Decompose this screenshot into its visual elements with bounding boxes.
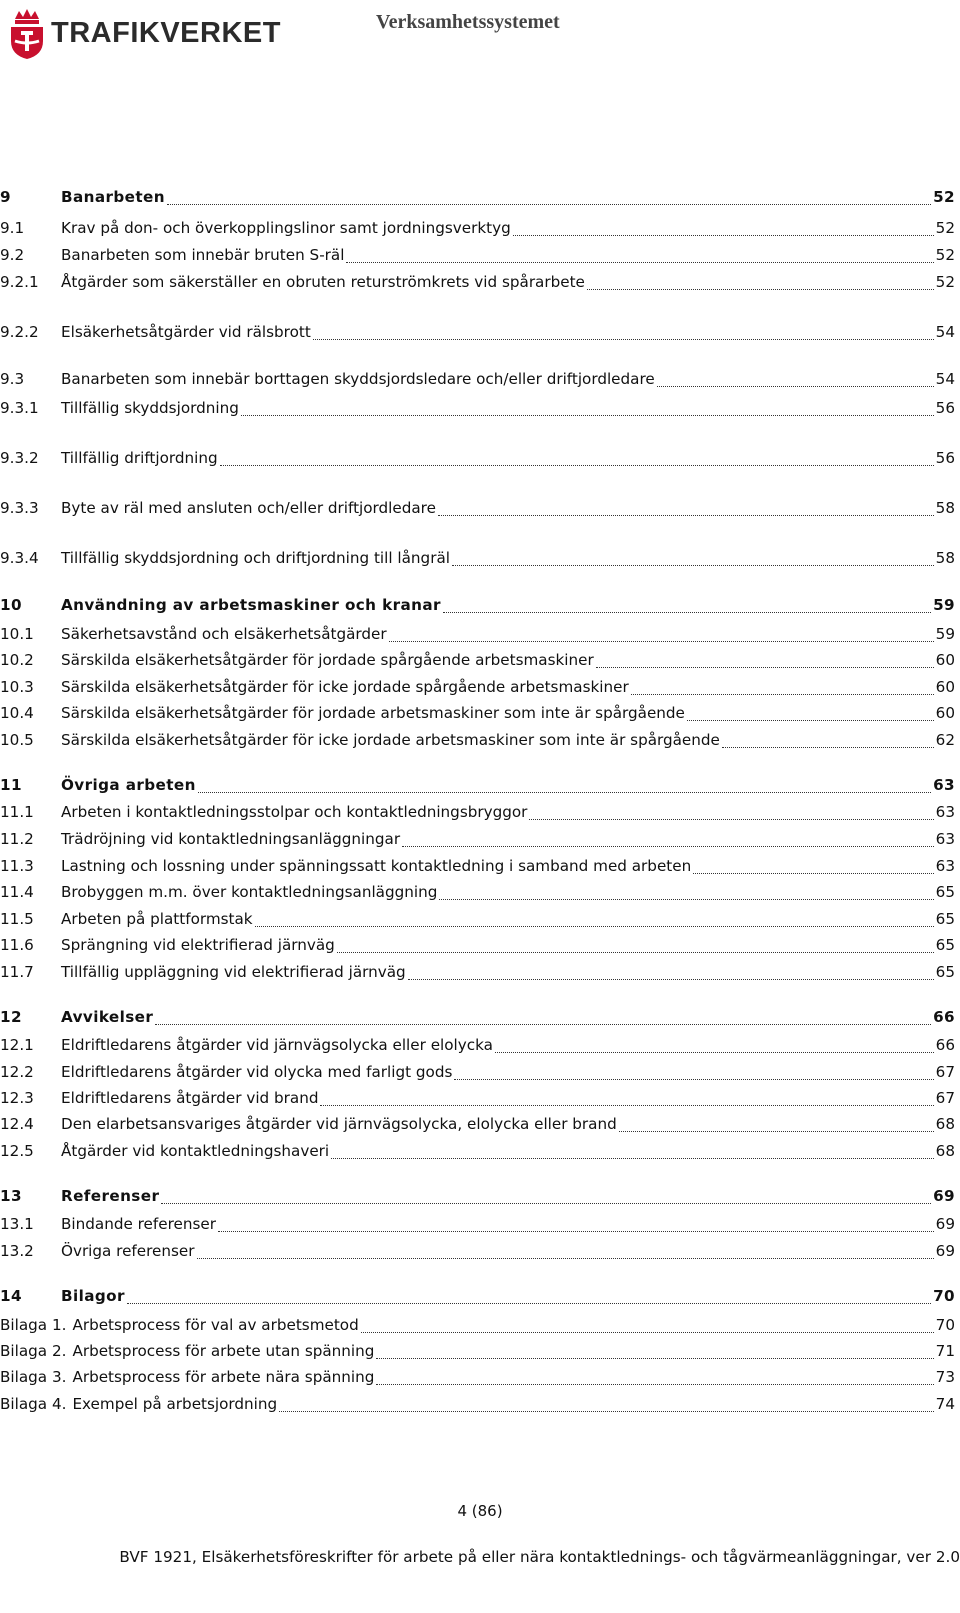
toc-entry[interactable]	[0, 776, 955, 798]
dot-leader	[376, 1384, 933, 1385]
toc-entry[interactable]	[0, 857, 955, 879]
dot-leader	[361, 1332, 934, 1333]
toc-entry-page: 56	[935, 449, 955, 467]
toc-entry-page: 63	[933, 776, 955, 794]
toc-entry-number: 9.3.4	[0, 549, 39, 567]
dot-leader	[313, 339, 934, 340]
toc-entry-number: 11.5	[0, 910, 34, 928]
toc-entry-number: 10.2	[0, 651, 34, 669]
toc-entry-number: 9.3.1	[0, 399, 39, 417]
toc-entry-title: Tillfällig skyddsjordning och driftjordning till långräl	[61, 549, 450, 567]
toc-entry-number: 10.4	[0, 704, 34, 722]
toc-entry-number: 12.3	[0, 1089, 34, 1107]
toc-entry-title: Användning av arbetsmaskiner och kranar	[61, 596, 441, 614]
toc-entry-title: Krav på don- och överkopplingslinor samt jordningsverktyg	[61, 219, 511, 237]
toc-entry-number: 10.5	[0, 731, 34, 749]
dot-leader	[657, 386, 934, 387]
toc-entry-number: 13.1	[0, 1215, 34, 1233]
toc-entry-number: Bilaga 4.	[0, 1395, 67, 1413]
toc-entry[interactable]	[0, 651, 955, 673]
toc-entry-title: Eldriftledarens åtgärder vid olycka med farligt gods	[61, 1063, 453, 1081]
toc-entry[interactable]	[0, 910, 955, 932]
toc-entry-page: 70	[935, 1316, 955, 1334]
toc-entry-title: Arbeten i kontaktledningsstolpar och kontaktledningsbryggor	[61, 803, 528, 821]
toc-entry-number: Bilaga 2.	[0, 1342, 67, 1360]
page-header	[0, 0, 960, 70]
dot-leader	[687, 720, 934, 721]
dot-leader	[408, 979, 934, 980]
dot-leader	[513, 235, 934, 236]
toc-entry-number: 13.2	[0, 1242, 34, 1260]
toc-entry[interactable]	[0, 1115, 955, 1137]
toc-entry-page: 60	[935, 651, 955, 669]
toc-entry-number: Bilaga 1.	[0, 1316, 67, 1334]
dot-leader	[320, 1105, 933, 1106]
toc-entry-page: 65	[935, 883, 955, 901]
toc-entry-number: 13	[0, 1187, 22, 1205]
toc-entry-number: 9	[0, 188, 11, 206]
dot-leader	[376, 1358, 933, 1359]
toc-entry-title: Arbetsprocess för arbete utan spänning	[72, 1342, 375, 1360]
toc-entry-page: 68	[935, 1142, 955, 1160]
toc-entry-title: Byte av räl med ansluten och/eller driftjordledare	[61, 499, 436, 517]
toc-entry-page: 54	[935, 370, 955, 388]
toc-entry[interactable]	[0, 1287, 955, 1309]
toc-entry-page: 69	[933, 1187, 955, 1205]
toc-entry-page: 67	[935, 1063, 955, 1081]
toc-entry-title: Exempel på arbetsjordning	[72, 1395, 278, 1413]
toc-entry-page: 65	[935, 936, 955, 954]
toc-entry-number: 9.2.1	[0, 273, 39, 291]
toc-entry[interactable]	[0, 323, 955, 345]
dot-leader	[596, 667, 934, 668]
toc-entry-title: Åtgärder som säkerställer en obruten returströmkrets vid spårarbete	[61, 273, 585, 291]
toc-entry-page: 58	[935, 499, 955, 517]
dot-leader	[631, 694, 934, 695]
toc-entry[interactable]	[0, 246, 955, 268]
toc-entry[interactable]	[0, 1242, 955, 1264]
toc-entry-title: Referenser	[61, 1187, 160, 1205]
toc-entry[interactable]	[0, 273, 955, 295]
dot-leader	[241, 415, 934, 416]
toc-entry-page: 66	[935, 1036, 955, 1054]
toc-entry[interactable]	[0, 1215, 955, 1237]
toc-entry-number: 9.2	[0, 246, 25, 264]
toc-entry-page: 74	[935, 1395, 955, 1413]
dot-leader	[619, 1131, 934, 1132]
dot-leader	[587, 289, 934, 290]
toc-entry[interactable]	[0, 370, 955, 392]
toc-entry-page: 73	[935, 1368, 955, 1386]
toc-entry-number: 12.5	[0, 1142, 34, 1160]
toc-entry[interactable]	[0, 399, 955, 421]
trafikverket-logo	[7, 5, 297, 61]
dot-leader	[722, 747, 934, 748]
toc-entry-number: 11	[0, 776, 22, 794]
toc-entry-title: Särskilda elsäkerhetsåtgärder för jordade spårgående arbetsmaskiner	[61, 651, 594, 669]
toc-entry[interactable]	[0, 803, 955, 825]
toc-entry-page: 66	[933, 1008, 955, 1026]
toc-entry-title: Avvikelser	[61, 1008, 154, 1026]
dot-leader	[529, 819, 933, 820]
toc-entry-title: Eldriftledarens åtgärder vid järnvägsolycka eller elolycka	[61, 1036, 493, 1054]
toc-entry[interactable]	[0, 219, 955, 241]
toc-entry-page: 60	[935, 678, 955, 696]
toc-entry-page: 58	[935, 549, 955, 567]
toc-entry-page: 63	[935, 830, 955, 848]
toc-entry-title: Säkerhetsavstånd och elsäkerhetsåtgärder	[61, 625, 387, 643]
toc-entry-number: 11.2	[0, 830, 34, 848]
toc-entry-number: 12.2	[0, 1063, 34, 1081]
toc-entry-title: Arbeten på plattformstak	[61, 910, 253, 928]
dot-leader	[220, 465, 934, 466]
toc-entry[interactable]	[0, 1316, 955, 1338]
toc-entry-number: 9.2.2	[0, 323, 39, 341]
toc-entry[interactable]	[0, 1142, 955, 1164]
dot-leader	[155, 1024, 931, 1025]
page-number: 4 (86)	[457, 1502, 503, 1520]
toc-entry-number: 9.3.2	[0, 449, 39, 467]
toc-entry-title: Trädröjning vid kontaktledningsanläggningar	[61, 830, 401, 848]
dot-leader	[495, 1052, 934, 1053]
toc-entry-number: 10	[0, 596, 22, 614]
toc-entry-number: 12	[0, 1008, 22, 1026]
toc-entry[interactable]	[0, 625, 955, 647]
toc-entry-number: 14	[0, 1287, 22, 1305]
toc-entry-title: Arbetsprocess för val av arbetsmetod	[72, 1316, 359, 1334]
toc-entry-page: 65	[935, 963, 955, 981]
toc-entry-title: Särskilda elsäkerhetsåtgärder för icke jordade spårgående arbetsmaskiner	[61, 678, 629, 696]
toc-entry-title: Övriga referenser	[61, 1242, 195, 1260]
dot-leader	[337, 952, 934, 953]
toc-entry-number: 11.6	[0, 936, 34, 954]
toc-entry[interactable]	[0, 936, 955, 958]
toc-entry-page: 69	[935, 1242, 955, 1260]
toc-entry-page: 52	[935, 219, 955, 237]
toc-entry-title: Banarbeten	[61, 188, 165, 206]
toc-entry-page: 67	[935, 1089, 955, 1107]
toc-entry-title: Elsäkerhetsåtgärder vid rälsbrott	[61, 323, 311, 341]
toc-entry-title: Brobyggen m.m. över kontaktledningsanläggning	[61, 883, 438, 901]
toc-entry-page: 63	[935, 803, 955, 821]
dot-leader	[331, 1158, 934, 1159]
dot-leader	[255, 926, 934, 927]
toc-entry-number: 10.3	[0, 678, 34, 696]
toc-entry-title: Sprängning vid elektrifierad järnväg	[61, 936, 335, 954]
toc-entry-page: 62	[935, 731, 955, 749]
dot-leader	[167, 204, 931, 205]
toc-entry-number: 12.4	[0, 1115, 34, 1133]
toc-entry[interactable]	[0, 1063, 955, 1085]
toc-entry[interactable]	[0, 678, 955, 700]
toc-entry-number: 11.4	[0, 883, 34, 901]
toc-entry-title: Tillfällig driftjordning	[61, 449, 218, 467]
toc-entry[interactable]	[0, 731, 955, 753]
dot-leader	[443, 612, 931, 613]
toc-entry[interactable]	[0, 1187, 955, 1209]
toc-entry-title: Lastning och lossning under spänningssatt kontaktledning i samband med arbeten	[61, 857, 692, 875]
toc-entry-title: Övriga arbeten	[61, 776, 196, 794]
crown-shield-icon	[7, 5, 47, 61]
toc-entry-page: 59	[935, 625, 955, 643]
toc-entry-title: Eldriftledarens åtgärder vid brand	[61, 1089, 319, 1107]
toc-entry[interactable]	[0, 830, 955, 852]
toc-entry-title: Den elarbetsansvariges åtgärder vid järnvägsolycka, elolycka eller brand	[61, 1115, 617, 1133]
toc-entry-number: 11.7	[0, 963, 34, 981]
toc-entry-title: Åtgärder vid kontaktledningshaveri	[61, 1142, 330, 1160]
toc-entry[interactable]	[0, 1368, 955, 1390]
toc-entry-number: 12.1	[0, 1036, 34, 1054]
toc-entry-page: 60	[935, 704, 955, 722]
toc-entry-page: 56	[935, 399, 955, 417]
toc-entry[interactable]	[0, 1089, 955, 1111]
toc-entry-title: Bilagor	[61, 1287, 125, 1305]
toc-entry-page: 65	[935, 910, 955, 928]
toc-entry-title: Särskilda elsäkerhetsåtgärder för jordade arbetsmaskiner som inte är spårgående	[61, 704, 685, 722]
toc-entry-title: Banarbeten som innebär borttagen skyddsjordsledare och/eller driftjordledare	[61, 370, 655, 388]
toc-entry-page: 71	[935, 1342, 955, 1360]
toc-entry-page: 70	[933, 1287, 955, 1305]
toc-entry-number: 10.1	[0, 625, 34, 643]
toc-entry[interactable]	[0, 1395, 955, 1417]
toc-entry-page: 52	[933, 188, 955, 206]
toc-entry-page: 52	[935, 246, 955, 264]
dot-leader	[389, 641, 934, 642]
dot-leader	[127, 1303, 931, 1304]
toc-entry[interactable]	[0, 1342, 955, 1364]
toc-entry[interactable]	[0, 188, 955, 210]
dot-leader	[452, 565, 934, 566]
toc-entry[interactable]	[0, 499, 955, 521]
toc-entry-title: Tillfällig skyddsjordning	[61, 399, 239, 417]
toc-entry-number: 9.3	[0, 370, 25, 388]
toc-entry-title: Banarbeten som innebär bruten S-räl	[61, 246, 345, 264]
toc-entry-number: 11.1	[0, 803, 34, 821]
dot-leader	[346, 262, 933, 263]
dot-leader	[438, 515, 934, 516]
toc-entry[interactable]	[0, 883, 955, 905]
toc-entry[interactable]	[0, 449, 955, 471]
dot-leader	[402, 846, 934, 847]
toc-entry-page: 54	[935, 323, 955, 341]
toc-entry-page: 68	[935, 1115, 955, 1133]
toc-entry-page: 69	[935, 1215, 955, 1233]
toc-entry-page: 59	[933, 596, 955, 614]
dot-leader	[279, 1411, 934, 1412]
dot-leader	[454, 1079, 933, 1080]
toc-entry[interactable]	[0, 596, 955, 618]
logo-text: TRAFIKVERKET	[51, 17, 281, 49]
dot-leader	[161, 1203, 931, 1204]
doc-title: Verksamhetssystemet	[376, 11, 560, 33]
dot-leader	[218, 1231, 934, 1232]
toc-entry-title: Arbetsprocess för arbete nära spänning	[72, 1368, 375, 1386]
toc-entry-number: 9.3.3	[0, 499, 39, 517]
dot-leader	[197, 1258, 934, 1259]
document-reference: BVF 1921, Elsäkerhetsföreskrifter för arbete på eller nära kontaktlednings- och tågvärmeanläggningar, ver 2.0	[119, 1548, 960, 1566]
toc-entry-number: 9.1	[0, 219, 25, 237]
dot-leader	[198, 792, 931, 793]
toc-entry-number: 11.3	[0, 857, 34, 875]
toc-entry[interactable]	[0, 1036, 955, 1058]
toc-entry-title: Särskilda elsäkerhetsåtgärder för icke jordade arbetsmaskiner som inte är spårgående	[61, 731, 720, 749]
toc-entry-page: 52	[935, 273, 955, 291]
toc-entry-number: Bilaga 3.	[0, 1368, 67, 1386]
toc-entry[interactable]	[0, 1008, 955, 1030]
toc-entry[interactable]	[0, 549, 955, 571]
toc-entry[interactable]	[0, 963, 955, 985]
toc-entry[interactable]	[0, 704, 955, 726]
toc-entry-title: Bindande referenser	[61, 1215, 216, 1233]
dot-leader	[439, 899, 933, 900]
toc-entry-title: Tillfällig uppläggning vid elektrifierad järnväg	[61, 963, 406, 981]
dot-leader	[693, 873, 933, 874]
toc-entry-page: 63	[935, 857, 955, 875]
